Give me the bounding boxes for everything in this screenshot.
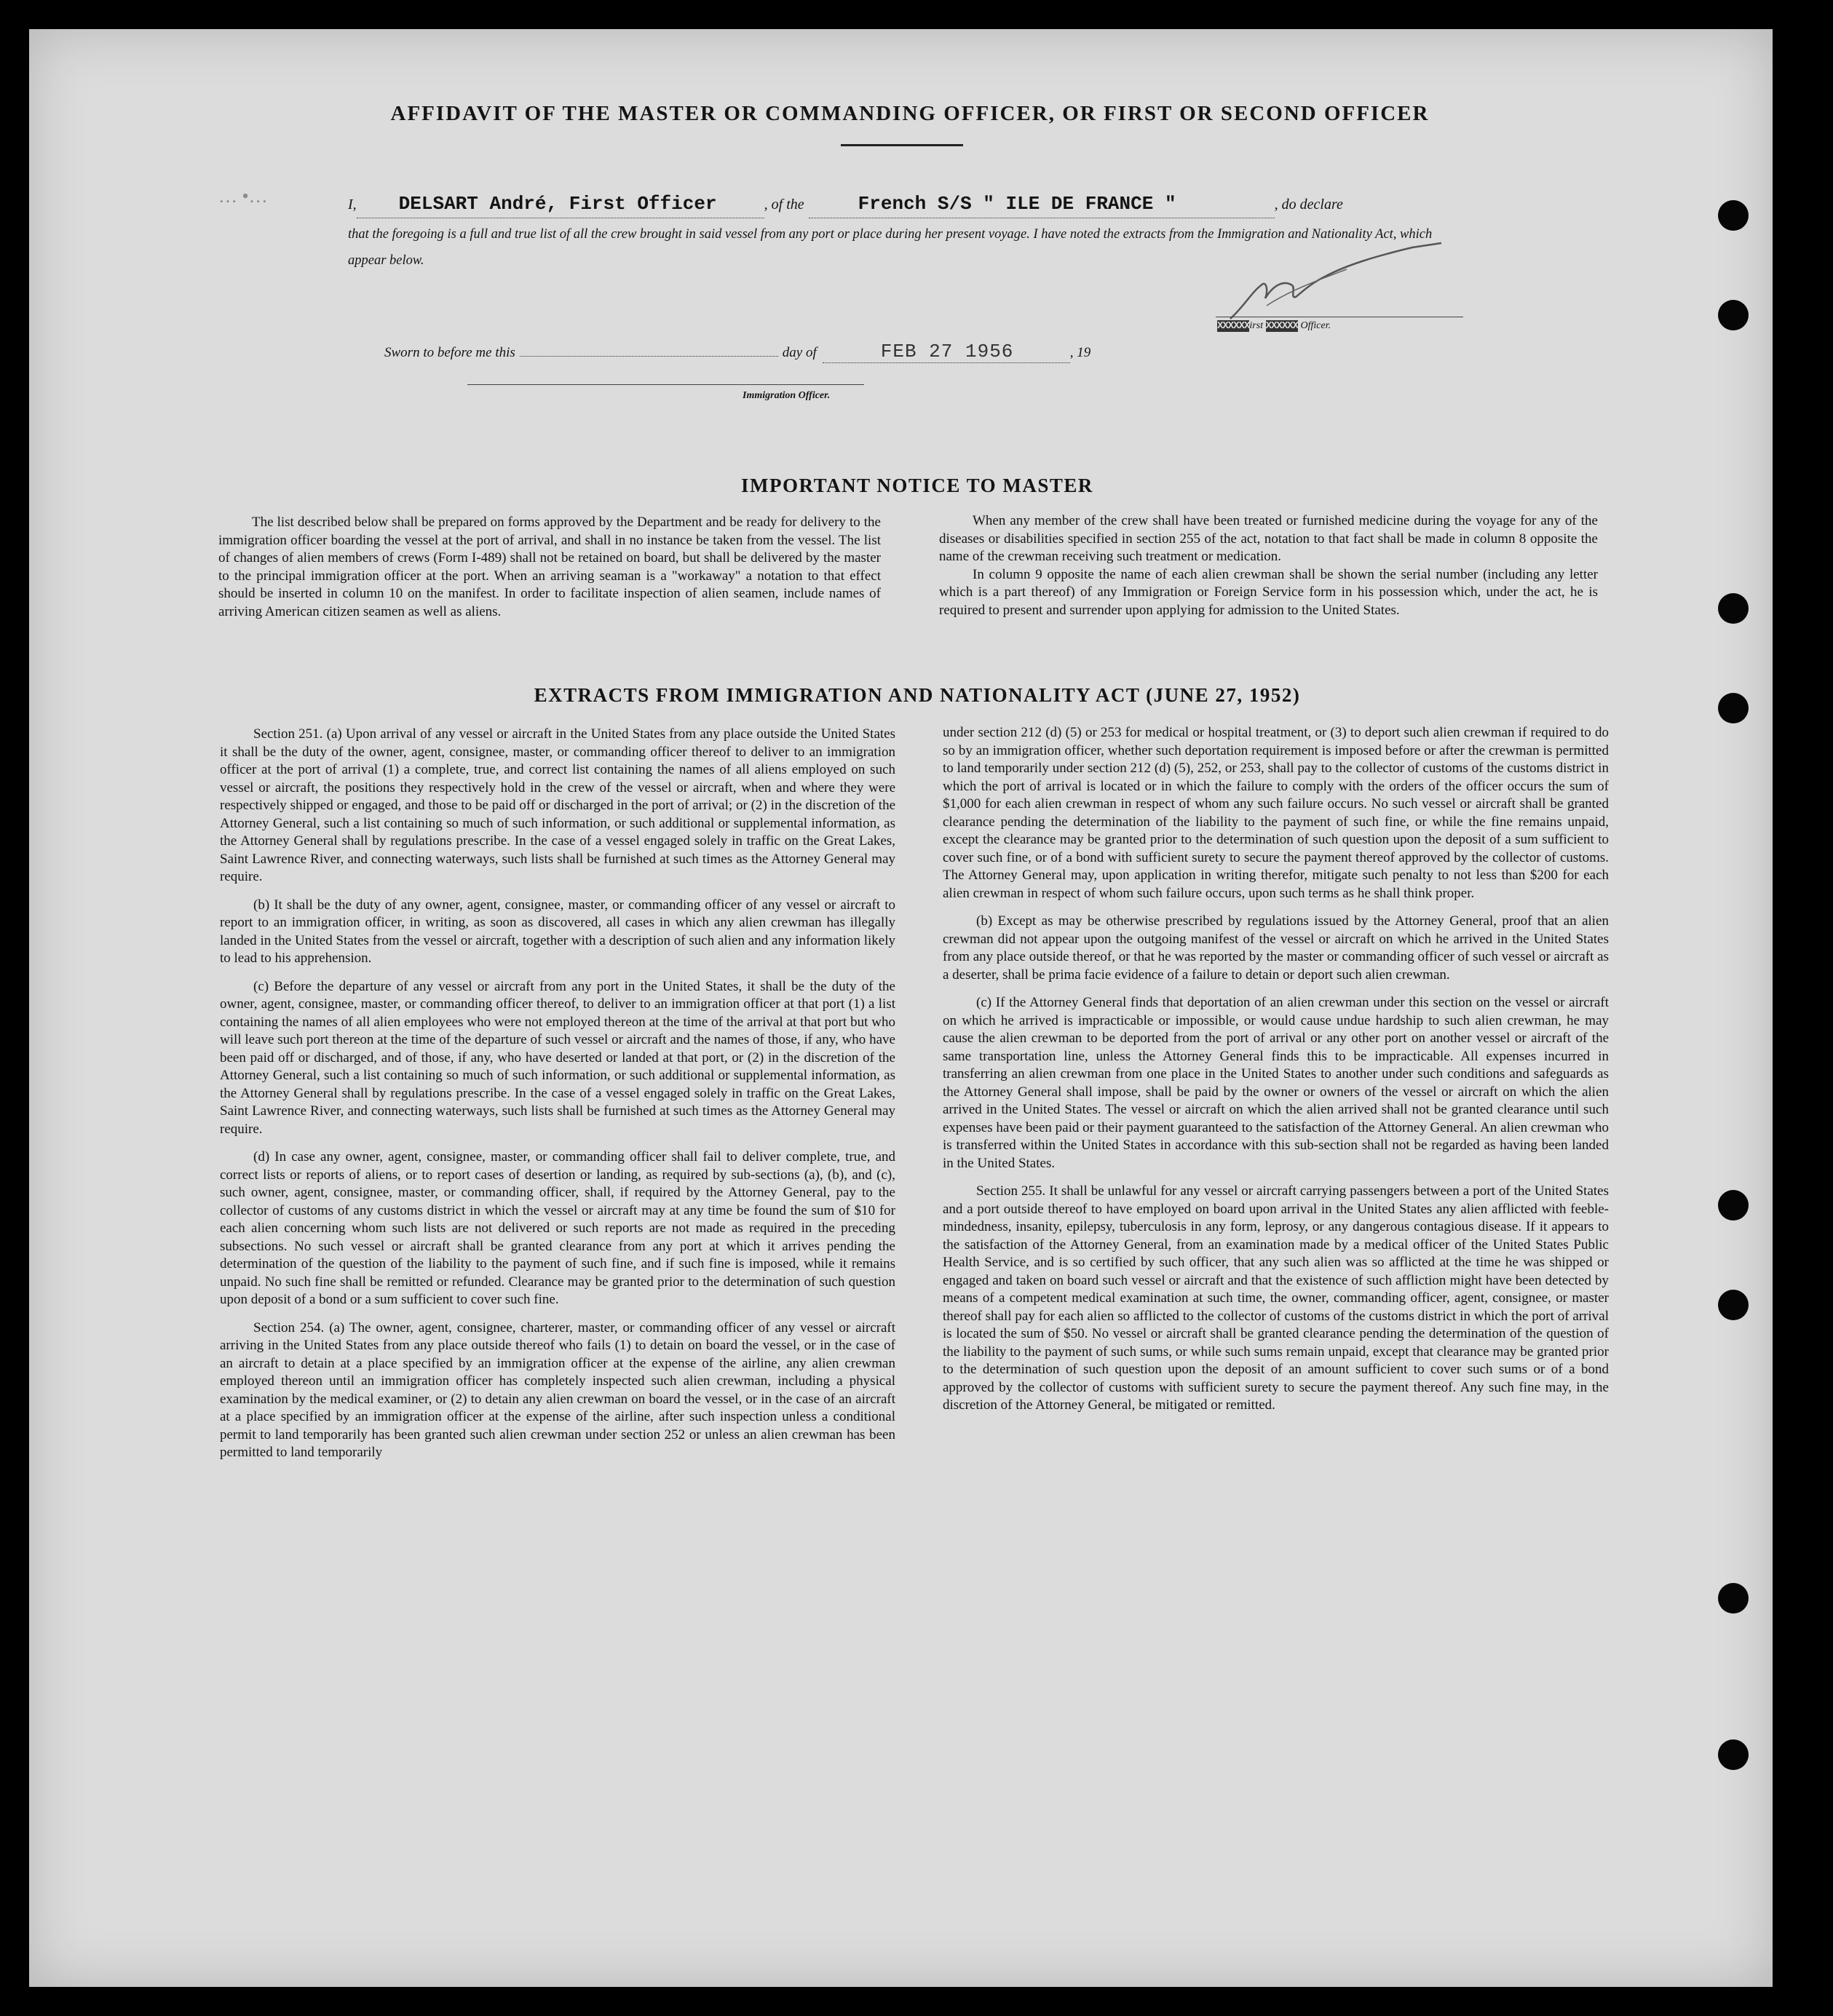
section-254-a-continued: under section 212 (d) (5) or 253 for medical or hospital treatment, or (3) to deport such alien crewman if required to do so by an immigration officer, whether such deportation requirement is imposed before or after the crewman is permitted to land temporarily under section 212 (d) (5), 252, or 253, shall pay to the collector of customs of the customs district in which the port of arrival is located or in which the failure to comply with the orders of the officer occurs the sum of $1,000 for each alien crewman in respect of whom any such failure occurs. No such vessel or aircraft shall be granted clearance pending the determination of the liability to the payment of such fine, or while the fine remains unpaid, except the clearance may be granted prior to the determination of such question upon the deposit of a sum sufficient to cover such fine, or of a bond with sufficient surety to secure the payment thereof approved by the collector of customs. The Attorney General may, upon application in writing therefor, mitigate such penalty to not less than $200 for each alien crewman in respect of whom such failure occurs, upon such terms as he shall think proper. xyxy=(943,725,1609,901)
immigration-officer-line xyxy=(467,384,864,385)
date-field xyxy=(823,341,1070,363)
section-254-a: Section 254. (a) The owner, agent, consignee, charterer, master, or commanding officer of any vessel or aircraft arriving in the United States from any place outside thereof who fails (1) to detain on board the vessel, or in the case of an aircraft to detain at a place specified by an immigration officer at the expense of the airline, any alien crewman employed thereon until an immigration officer has completely inspected such alien crewman, including a physical examination by the medical examiner, or (2) to detain any alien crewman on board the vessel, or in the case of an aircraft at a place specified by an immigration officer at the expense of the airline, after such inspection unless a conditional permit to land temporarily has been granted such alien crewman under section 252 or unless an alien crewman has been permitted to land temporarily xyxy=(220,1319,895,1460)
title-underline xyxy=(841,144,963,146)
first-label: irst xyxy=(1249,320,1264,331)
struck-second: XXXXXX xyxy=(1265,320,1299,332)
sworn-label: Sworn to before me this xyxy=(384,345,515,360)
year-prefix: , 19 xyxy=(1069,345,1091,360)
section-254-b: (b) Except as may be otherwise prescribed by regulations issued by the Attorney General, proof that an alien crewman did not appear upon the outgoing manifest of the vessel or aircraft on which he arrived in the United States from any place outside thereof, or that he was reported by the master or commanding officer of such vessel or aircraft as a deserter, shall be prima facie evidence of a failure to detain or deport such alien crewman. xyxy=(943,913,1609,983)
notice-left-column xyxy=(218,514,881,621)
binder-hole xyxy=(1718,1583,1749,1614)
struck-master: XXXXXX xyxy=(1217,320,1250,332)
handwritten-signature xyxy=(1223,240,1456,328)
section-254-c: (c) If the Attorney General finds that deportation of an alien crewman under this section on the vessel or aircraft on which he arrived is impracticable or impossible, or would cause undue hardship to such alien crewman, he may cause the alien crewman to be deported from the port of arrival or any other port on another vessel or aircraft of the same transportation line, unless the Attorney General finds this to be impracticable. All expenses incurred in transferring an alien crewman from one place in the United States to another under such conditions and safeguards as the Attorney General shall impose, shall be paid by the owner or owners of the vessel or aircraft on which the alien arrived in the United States. The vessel or aircraft on which the alien arrived shall not be granted clearance until such expenses have been paid or their payment guaranteed to the satisfaction of the Attorney General. An alien crewman who is transferred within the United States in accordance with this sub-section shall not be regarded as having been landed in the United States. xyxy=(943,995,1609,1171)
officer-caption xyxy=(1217,320,1331,332)
notice-heading: IMPORTANT NOTICE TO MASTER xyxy=(741,475,1093,496)
extracts-right-column xyxy=(943,724,1609,1415)
extracts-left-column xyxy=(220,726,895,1462)
notice-right-paragraph: In column 9 opposite the name of each alien crewman shall be shown the serial number (including any letter which is a part thereof) of any Immigration or Foreign Service form in his possession which, under the act, he is required to present and surrender upon applying for admission to the United States. xyxy=(939,566,1598,618)
extracts-heading: EXTRACTS FROM IMMIGRATION AND NATIONALITY ACT (JUNE 27, 1952) xyxy=(534,684,1301,706)
section-251-b: (b) It shall be the duty of any owner, agent, consignee, master, or commanding officer of any vessel or aircraft to report to an immigration officer, in writing, as soon as discovered, all cases in which any alien crewman has illegally landed in the United States from the vessel or aircraft, together with a description of such alien and any information likely to lead to his apprehension. xyxy=(220,897,895,966)
section-255: Section 255. It shall be unlawful for any vessel or aircraft carrying passengers between a port of the United States and a port outside thereof to have employed on board upon arrival in the United States any alien afflicted with feeble-mindedness, insanity, epilepsy, tuberculosis in any form, leprosy, or any dangerous contagious disease. If it appears to the satisfaction of the Attorney General, from an examination made by a medical officer of the United States Public Health Service, and is so certified by such officer, that any such alien was so afflicted at the time he was shipped or engaged and taken on board such vessel or aircraft and that the existence of such affliction might have been detected by means of a competent medical examination at such time, the owner, commanding officer, agent, consignee, or master thereof shall pay for each alien so afflicted to the collector of customs of the customs district in which the port of arrival is located the sum of $50. No vessel or aircraft shall be granted clearance pending the determination of the question of the liability to the payment of such sums, or while such sums remain unpaid, except that clearance may be granted prior to the determination of such question upon the deposit of an amount sufficient to cover such sums or of a bond approved by the collector of customs with sufficient surety to secure the payment thereof. Any such fine may, in the discretion of the Attorney General, be mitigated or remitted. xyxy=(943,1183,1609,1413)
binder-hole xyxy=(1718,200,1749,231)
officer-name: DELSART André, First Officer xyxy=(398,193,717,215)
binder-hole xyxy=(1718,693,1749,723)
sworn-day-field xyxy=(520,356,778,357)
do-declare-label: , do declare xyxy=(1274,197,1343,213)
of-the-label: , of the xyxy=(764,197,804,213)
binder-hole xyxy=(1718,300,1749,330)
affidavit-title: AFFIDAVIT OF THE MASTER OR COMMANDING OFFICER, OR FIRST OR SECOND OFFICER xyxy=(390,102,1430,125)
faint-scribble: … •… xyxy=(218,186,268,207)
sworn-line xyxy=(384,341,1090,363)
binder-hole xyxy=(1718,1190,1749,1221)
declaration-prefix: I, xyxy=(348,197,357,213)
officer-label: Officer. xyxy=(1300,320,1331,331)
vessel-name: French S/S " ILE DE FRANCE " xyxy=(858,193,1176,215)
section-251-c: (c) Before the departure of any vessel or aircraft from any port in the United States, it shall be the duty of the owner, agent, consignee, master, or commanding officer thereof, to deliver to an immigration officer at that port (1) a list containing the names of all alien employees who were not employed thereon at the time of the arrival at that port but who will leave such port thereon at the time of the departure of such vessel or aircraft and the names of those, if any, who have been paid off or discharged, and of those, if any, who have deserted or landed at that port, or (2) in the discretion of the Attorney General, such a list containing so much of such information, or such additional or supplemental information, as the Attorney General shall by regulations prescribe. In the case of a vessel engaged solely in traffic on the Great Lakes, Saint Lawrence River, and connecting waterways, such lists shall be furnished at such times as the Attorney General may require. xyxy=(220,978,895,1137)
binder-hole xyxy=(1718,593,1749,624)
date-stamp: FEB 27 1956 xyxy=(880,341,1014,362)
day-of-label: day of xyxy=(782,345,817,360)
binder-hole xyxy=(1718,1739,1749,1770)
officer-name-field xyxy=(357,191,764,218)
immigration-officer-label: Immigration Officer. xyxy=(743,390,831,401)
declaration-text: that the foregoing is a full and true list of all the crew brought in said vessel from any port or place during her present voyage. I have noted the extracts from the Immigration and Nationality Act, which appear below. xyxy=(348,227,1433,268)
notice-right-column xyxy=(939,512,1598,619)
section-251-a: Section 251. (a) Upon arrival of any vessel or aircraft in the United States from any place outside the United States it shall be the duty of the owner, agent, consignee, master, or commanding officer thereof to deliver to an immigration officer at the port of arrival (1) a complete, true, and correct list containing the names of all aliens employed on such vessel or aircraft, the positions they respectively hold in the crew of the vessel or aircraft, when and where they were respectively shipped or engaged, and those to be paid off or discharged in the port of arrival; or (2) in the discretion of the Attorney General, such a list containing so much of such information, or such additional or supplemental information, as the Attorney General shall by regulations prescribe. In the case of a vessel engaged solely in traffic on the Great Lakes, Saint Lawrence River, and connecting waterways, such lists shall be furnished at such times as the Attorney General may require. xyxy=(220,726,895,884)
section-251-d: (d) In case any owner, agent, consignee, master, or commanding officer shall fail to deliver complete, true, and correct lists or reports of aliens, or to report cases of desertion or landing, as required by sub-sections (a), (b), and (c), such owner, agent, consignee, master, or commanding officer, shall, if required by the Attorney General, pay to the collector of customs of any customs district in which the vessel or aircraft may at any time be found the sum of $10 for each alien concerning whom such lists are not delivered or such reports are not made as required in the preceding subsections. No such vessel or aircraft shall be granted clearance from any port at which it arrives pending the determination of the question of the liability to the payment of such fine, and if such fine is imposed, while it remains unpaid. No such fine shall be remitted or refunded. Clearance may be granted prior to the determination of such question upon deposit of a bond or a sum sufficient to cover such fine. xyxy=(220,1149,895,1307)
vessel-field xyxy=(809,191,1275,218)
notice-left-paragraph: The list described below shall be prepared on forms approved by the Department and be ready for delivery to the immigration officer boarding the vessel at the port of arrival, and shall in no instance be taken from the vessel. The list of changes of alien members of crews (Form I-489) shall not be retained on board, but shall be delivered by the master to the principal immigration officer at the port. When an arriving seaman is a "workaway" a notation to that effect should be inserted in column 10 on the manifest. In order to facilitate inspection of alien seamen, include names of arriving American citizen seamen as well as aliens. xyxy=(218,515,881,619)
binder-hole xyxy=(1718,1290,1749,1320)
notice-right-paragraph: When any member of the crew shall have been treated or furnished medicine during the voyage for any of the diseases or disabilities specified in section 255 of the act, notation to that fact shall be made in column 8 opposite the name of the crewman receiving such treatment or medication. xyxy=(939,513,1598,564)
